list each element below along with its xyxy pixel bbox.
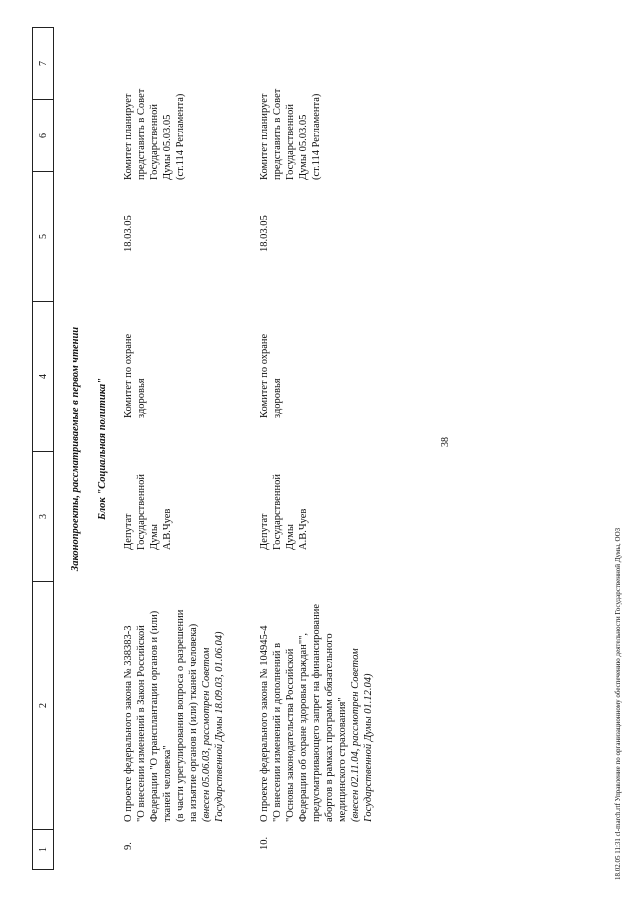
- committee-line: Комитет по охране: [259, 333, 270, 418]
- block-heading: Блок "Социальная политика": [97, 378, 108, 520]
- committee-line: Комитет по охране: [123, 333, 134, 418]
- column-number-5: 5: [33, 172, 54, 302]
- bill-title-line: О проекте федерального закона № 338383-3: [123, 625, 134, 822]
- bill-submission-note: Государственной Думы 18.09.03, 01.06.04): [214, 631, 225, 822]
- committee-note: [122, 40, 187, 180]
- note-line: представить в Совет: [136, 88, 147, 180]
- bill-submission-note: (внесен 02.11.04, рассмотрен Советом: [350, 648, 361, 822]
- author-line: Государственной: [272, 474, 283, 550]
- committee-note: [258, 40, 323, 180]
- bill-title-line: О проекте федерального закона № 104945-4: [259, 625, 270, 822]
- note-line: Государственной: [149, 104, 160, 180]
- column-number-7: 7: [33, 28, 54, 100]
- bill-title-line: (в части урегулирования вопроса о разрешении: [175, 609, 186, 822]
- column-number-2: 2: [33, 582, 54, 830]
- author-line: Государственной: [136, 474, 147, 550]
- author-line: Думы: [285, 524, 296, 550]
- author-line: Депутат: [123, 513, 134, 550]
- bill-title-line: тканей человека": [162, 745, 173, 822]
- bill-title-line: "О внесении изменений и дополнений в: [272, 642, 283, 822]
- bill-author: [258, 440, 310, 550]
- note-line: (ст.114 Регламента): [175, 93, 186, 180]
- consideration-date: 18.03.05: [123, 215, 134, 252]
- column-number-4: 4: [33, 302, 54, 452]
- author-line: А.В.Чуев: [162, 508, 173, 550]
- consideration-date: 18.03.05: [259, 215, 270, 252]
- row-number: 9.: [123, 842, 134, 850]
- bill-title-line: абортов в рамках программ обязательного: [324, 633, 335, 822]
- author-line: А.В.Чуев: [298, 508, 309, 550]
- author-line: Депутат: [259, 513, 270, 550]
- note-line: Государственной: [285, 104, 296, 180]
- column-number-6: 6: [33, 100, 54, 172]
- document-footer: 18.02.05 11:31 cl-march.rtf Управление по организационному обеспечению деятельности Государственной Думы, ООЗ: [614, 527, 622, 880]
- bill-title-line: Федерации об охране здоровья граждан"",: [298, 632, 309, 822]
- committee-line: здоровья: [272, 378, 283, 418]
- bill-title: [258, 586, 375, 822]
- committee-line: здоровья: [136, 378, 147, 418]
- bill-title-line: на изъятие органов и (или) тканей человека): [188, 623, 199, 822]
- note-line: Думы 05.03.05: [162, 114, 173, 180]
- responsible-committee: [258, 278, 284, 418]
- section-heading: Законопроекты, рассматриваемые в первом чтении: [70, 326, 81, 572]
- note-line: (ст.114 Регламента): [311, 93, 322, 180]
- note-line: Комитет планирует: [123, 93, 134, 180]
- bill-title-line: медицинского страхования": [337, 697, 348, 822]
- bill-title-line: "Основы законодательства Российской: [285, 648, 296, 822]
- bill-submission-note: (внесен 05.06.03, рассмотрен Советом: [201, 647, 212, 822]
- bill-author: [122, 440, 174, 550]
- bill-title-line: предусматривающего запрет на финансирование: [311, 604, 322, 822]
- bill-title: [122, 586, 226, 822]
- bill-title-line: "О внесении изменений в Закон Российской: [136, 625, 147, 822]
- bill-title-line: Федерации "О трансплантации органов и (или): [149, 610, 160, 822]
- note-line: Комитет планирует: [259, 93, 270, 180]
- note-line: представить в Совет: [272, 88, 283, 180]
- author-line: Думы: [149, 524, 160, 550]
- row-number: 10.: [259, 836, 270, 850]
- note-line: Думы 05.03.05: [298, 114, 309, 180]
- page-number: 38: [440, 437, 451, 447]
- column-number-1: 1: [33, 830, 54, 870]
- column-number-header: [32, 27, 54, 870]
- column-number-3: 3: [33, 452, 54, 582]
- bill-submission-note: Государственной Думы 01.12.04): [363, 673, 374, 822]
- responsible-committee: [122, 278, 148, 418]
